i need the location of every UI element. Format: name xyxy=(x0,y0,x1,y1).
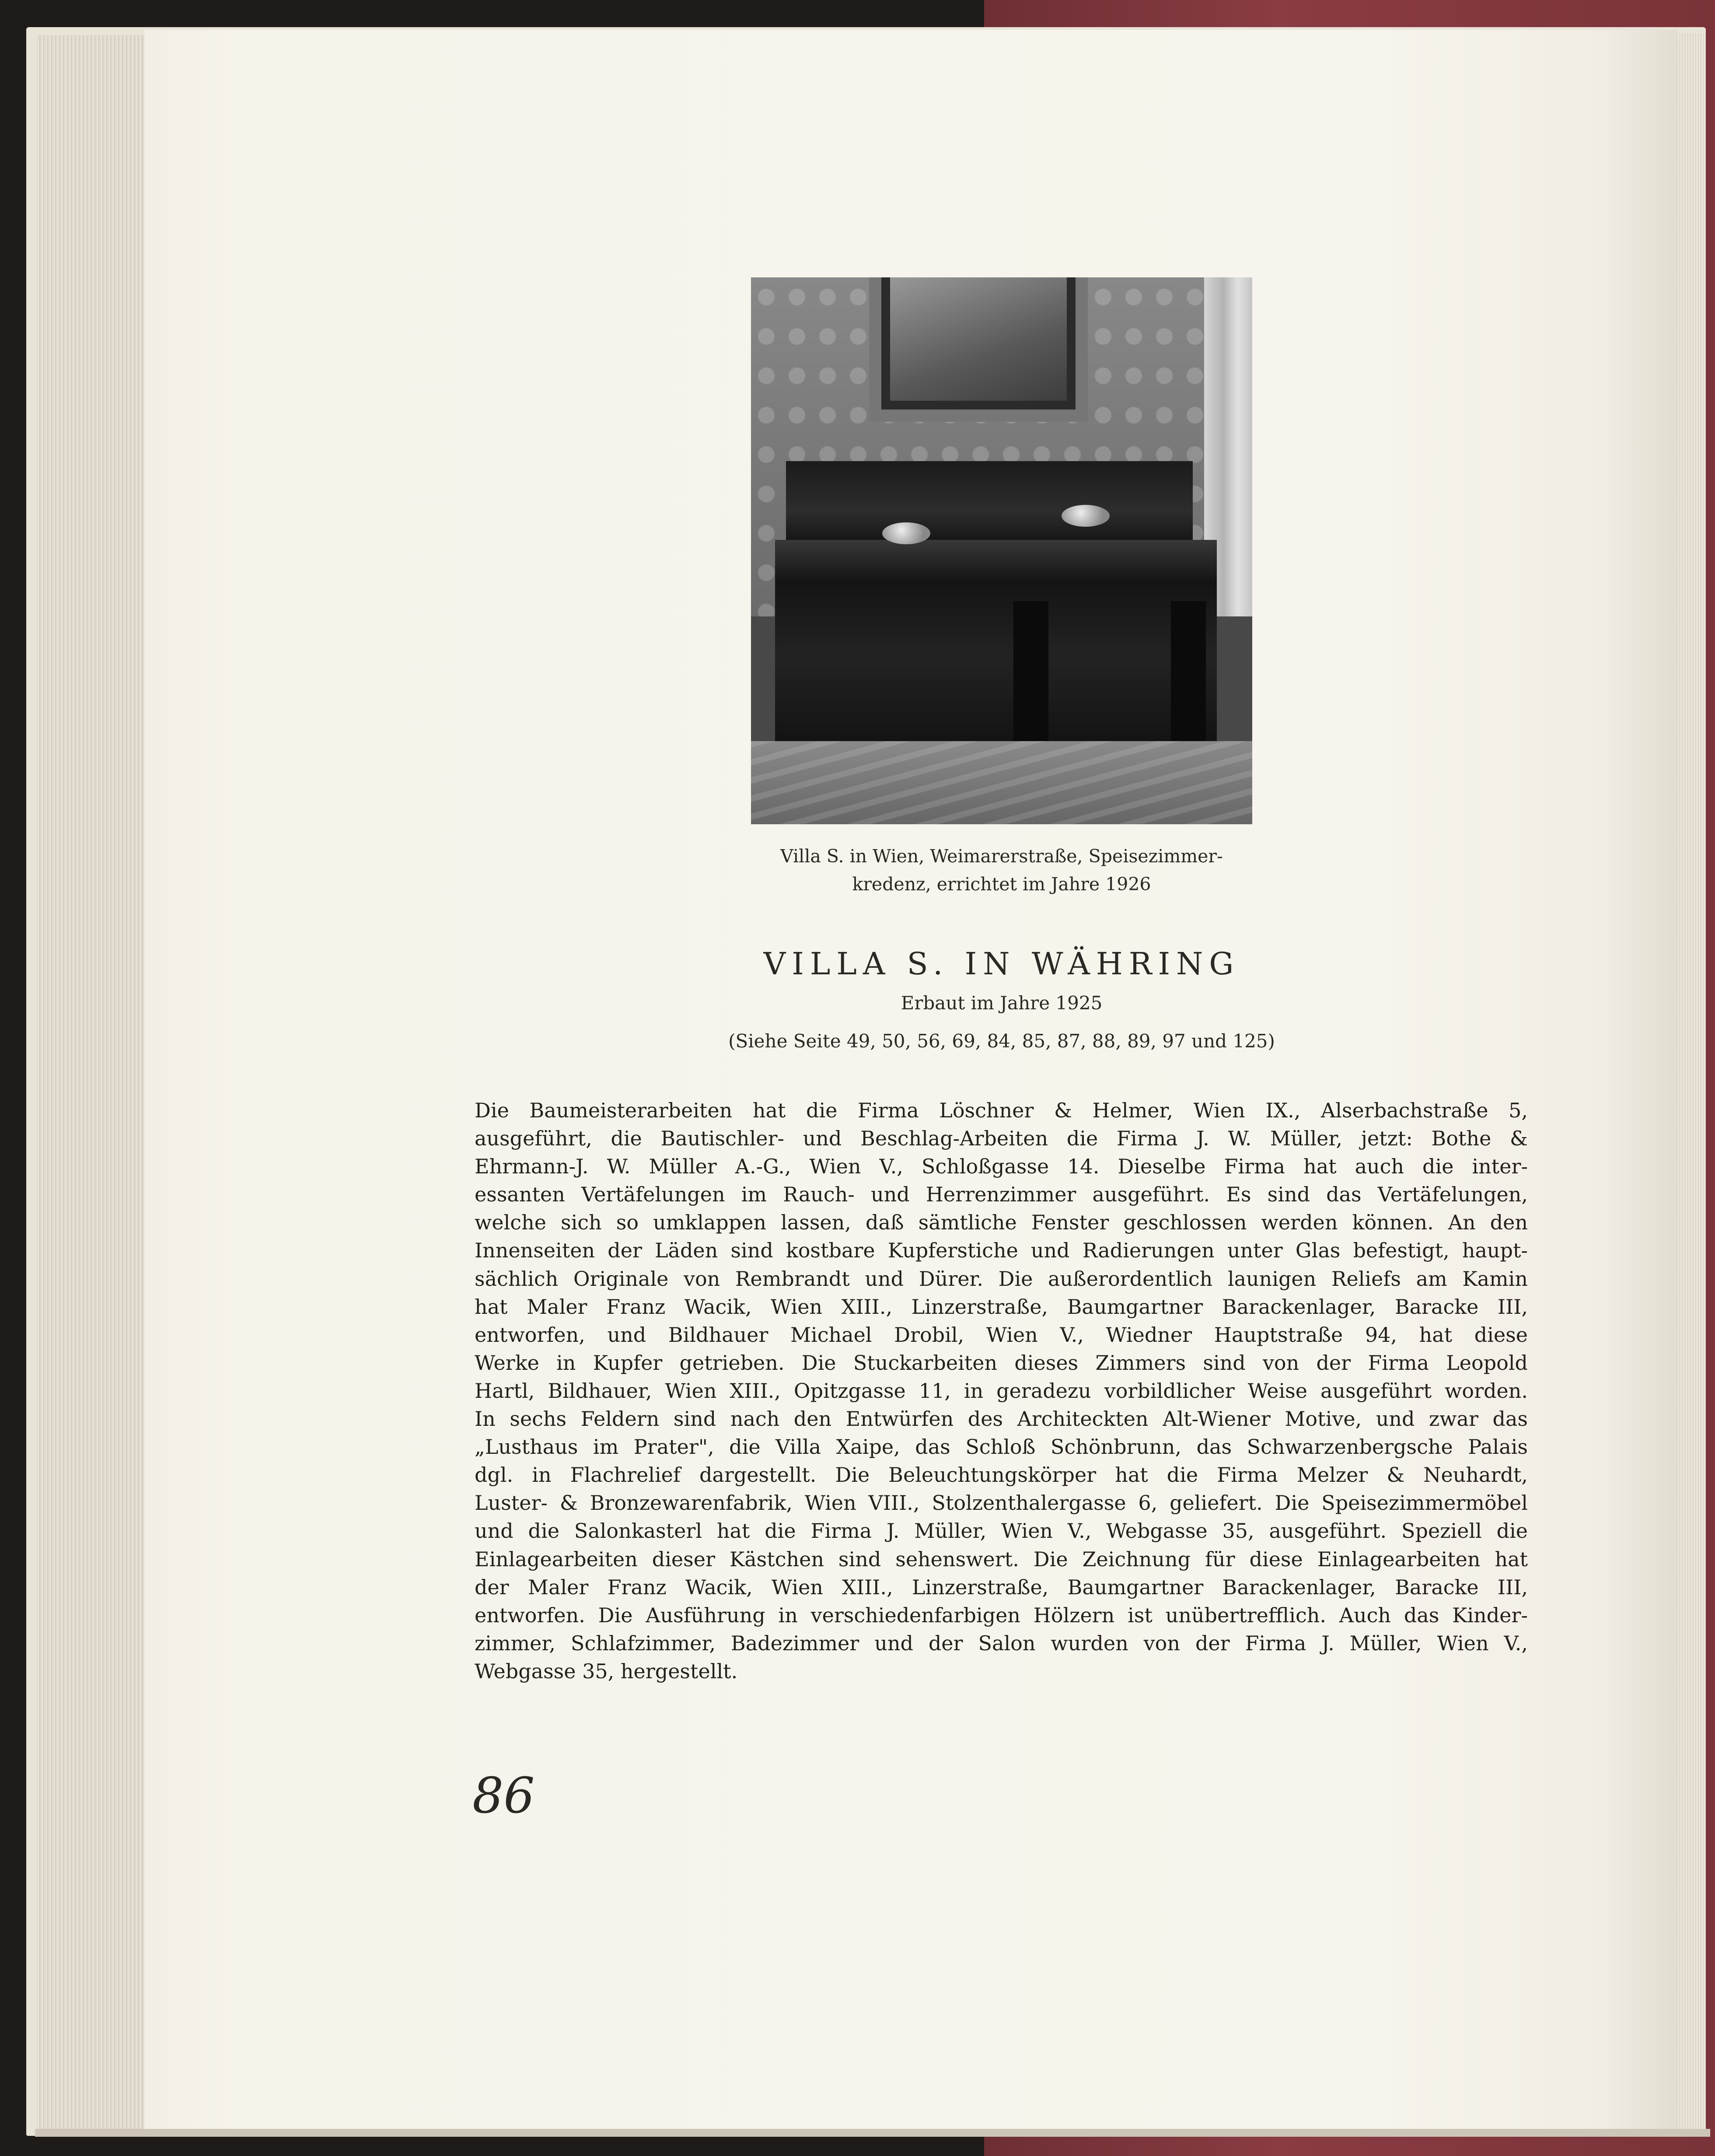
sideboard-photograph xyxy=(751,277,1252,824)
photo-sideboard-top xyxy=(786,461,1193,544)
photo-painting-frame xyxy=(869,277,1088,422)
body-line: entworfen. Die Ausführung in verschiedenfarbigen Hölzern ist unübertrefflich. Auch das Kinder- xyxy=(475,1603,1528,1627)
photo-sideboard-leg xyxy=(1171,601,1206,763)
body-line: Einlagearbeiten dieser Kästchen sind sehenswert. Die Zeichnung für diese Einlagearbeiten hat xyxy=(475,1547,1528,1571)
body-line: Innenseiten der Läden sind kostbare Kupferstiche und Radierungen unter Glas befestigt, haupt- xyxy=(475,1239,1528,1263)
section-title: VILLA S. IN WÄHRING xyxy=(763,946,1240,982)
body-line: In sechs Feldern sind nach den Entwürfen des Architeckten Alt-Wiener Motive, und zwar das xyxy=(475,1407,1528,1431)
body-line: welche sich so umklappen lassen, daß sämtliche Fenster geschlossen werden können. An den xyxy=(475,1211,1528,1235)
body-line: Ehrmann-J. W. Müller A.-G., Wien V., Schloßgasse 14. Dieselbe Firma hat auch die inter- xyxy=(475,1155,1528,1179)
body-line: Werke in Kupfer getrieben. Die Stuckarbeiten dieses Zimmers sind von der Firma Leopold xyxy=(475,1351,1528,1375)
body-line: Die Baumeisterarbeiten hat die Firma Löschner & Helmer, Wien IX., Alserbachstraße 5, xyxy=(475,1099,1528,1122)
body-line: zimmer, Schlafzimmer, Badezimmer und der Salon wurden von der Firma J. Müller, Wien V., xyxy=(475,1631,1528,1655)
page-references: (Siehe Seite 49, 50, 56, 69, 84, 85, 87, 88, 89, 97 und 125) xyxy=(728,1030,1275,1052)
photo-sideboard-leg xyxy=(1013,601,1048,763)
photo-carpet xyxy=(751,741,1252,824)
body-line: und die Salonkasterl hat die Firma J. Müller, Wien V., Webgasse 35, ausgeführt. Speziell die xyxy=(475,1519,1528,1543)
section-subtitle: Erbaut im Jahre 1925 xyxy=(901,992,1103,1014)
page-edges-right xyxy=(1677,33,1704,2128)
body-line: ausgeführt, die Bautischler- und Beschlag-Arbeiten die Firma J. W. Müller, jetzt: Bothe & xyxy=(475,1127,1528,1151)
body-line: „Lusthaus im Prater", die Villa Xaipe, das Schloß Schönbrunn, das Schwarzenbergsche Palais xyxy=(475,1435,1528,1459)
body-line: hat Maler Franz Wacik, Wien XIII., Linzerstraße, Baumgartner Barackenlager, Baracke III, xyxy=(475,1295,1528,1319)
page-edges-left xyxy=(37,35,147,2131)
figure-caption-line: kredenz, errichtet im Jahre 1926 xyxy=(852,874,1151,895)
body-line: essanten Vertäfelungen im Rauch- und Herrenzimmer ausgeführt. Es sind das Vertäfelungen, xyxy=(475,1183,1528,1207)
body-line: dgl. in Flachrelief dargestellt. Die Beleuchtungskörper hat die Firma Melzer & Neuhardt, xyxy=(475,1463,1528,1487)
figure-caption-line: Villa S. in Wien, Weimarerstraße, Speisezimmer- xyxy=(780,846,1223,867)
body-line: sächlich Originale von Rembrandt und Dürer. Die außerordentlich launigen Reliefs am Kamin xyxy=(475,1267,1528,1291)
body-line: Webgasse 35, hergestellt. xyxy=(475,1659,738,1683)
body-line: der Maler Franz Wacik, Wien XIII., Linzerstraße, Baumgartner Barackenlager, Baracke III, xyxy=(475,1575,1528,1599)
body-line: Hartl, Bildhauer, Wien XIII., Opitzgasse 11, in geradezu vorbildlicher Weise ausgeführt worden. xyxy=(475,1379,1528,1403)
photo-sideboard-body xyxy=(775,540,1217,772)
body-line: entworfen, und Bildhauer Michael Drobil, Wien V., Wiedner Hauptstraße 94, hat diese xyxy=(475,1323,1528,1347)
body-line: Luster- & Bronzewarenfabrik, Wien VIII., Stolzenthalergasse 6, geliefert. Die Speisezimmermöbel xyxy=(475,1491,1528,1515)
body-paragraph xyxy=(475,1096,1528,1685)
photo-silver-bowl xyxy=(1062,505,1110,527)
page-number: 86 xyxy=(472,1768,535,1824)
photo-silver-bowl xyxy=(882,522,930,544)
page-edges-bottom xyxy=(35,2129,1710,2137)
